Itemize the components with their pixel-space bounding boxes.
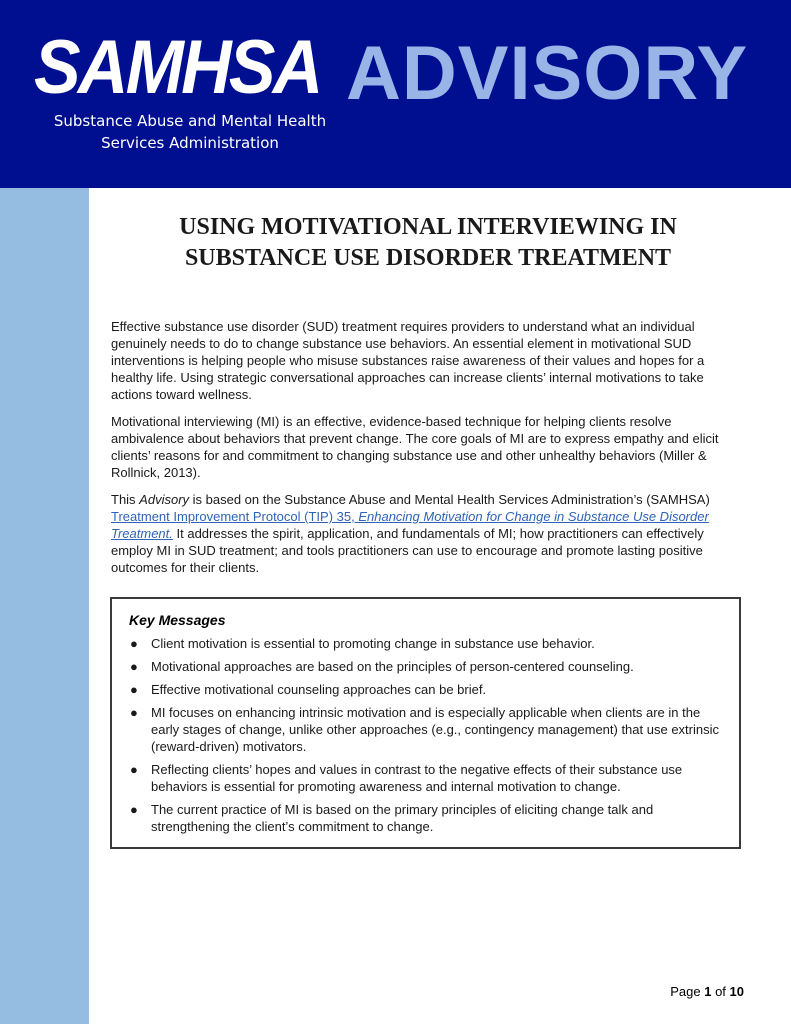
page-label: Page [670,984,705,999]
key-messages-list [129,635,723,835]
page-of: of [711,984,730,999]
header-banner [0,0,791,188]
bullet-icon: ● [130,762,138,777]
paragraph-mi: Motivational interviewing (MI) is an effective, evidence-based technique for helping clients resolve ambivalence about behaviors that prevent change. The core goals of MI are to express empathy and elicit clients’ reasons for and commitment to changing substance use and other unhealthy behaviors (Miller & Rollnick, 2013). [111,414,719,480]
bullet-icon: ● [130,682,138,697]
key-message-item [129,658,723,675]
key-message-text: Motivational approaches are based on the principles of person-centered counseling. [151,659,634,674]
left-sidebar-band [0,188,89,1024]
key-message-text: Reflecting clients’ hopes and values in contrast to the negative effects of their substance use behaviors is essential for promoting awareness and internal motivation to change. [151,762,683,794]
document-title [118,212,738,274]
body-text [111,318,747,586]
p3-advisory-italic: Advisory [139,492,190,507]
p3-post: It addresses the spirit, application, and fundamentals of MI; how practitioners can effectively employ MI in SUD treatment; and tools practitioners can use to encourage and promote lasting positive outcomes for their clients. [111,526,704,575]
key-message-text: Client motivation is essential to promoting change in substance use behavior. [151,636,595,651]
tip-link-italic: Enhancing Motivation for Change in Substance Use Disorder Treatment. [111,509,709,541]
key-message-item [129,635,723,652]
bullet-icon: ● [130,705,138,720]
org-name-line2: Services Administration [101,134,279,152]
key-messages-heading: Key Messages [129,612,226,628]
title-line2: SUBSTANCE USE DISORDER TREATMENT [184,245,672,271]
key-message-item [129,704,723,755]
key-message-item [129,801,723,835]
key-messages-box [110,597,741,849]
p3-mid: is based on the Substance Abuse and Mental Health Services Administration’s (SAMHSA) [189,492,710,507]
paragraph-intro: Effective substance use disorder (SUD) treatment requires providers to understand what an individual genuinely needs to do to change substance use behaviors. An essential element in motivational SUD interventions is helping people who misuse substances raise awareness of their values and hopes for a healthy life. Using strategic conversational approaches can increase clients’ internal motivations to take actions toward wellness. [111,319,705,402]
key-message-item [129,681,723,698]
advisory-wordmark: ADVISORY [346,31,749,116]
page-total: 10 [729,984,744,999]
tip-link-plain: Treatment Improvement Protocol (TIP) 35, [111,509,359,524]
samhsa-logo: SAMHSA [34,25,321,110]
bullet-icon: ● [130,802,138,817]
key-message-item [129,761,723,795]
key-message-text: MI focuses on enhancing intrinsic motivation and is especially applicable when clients are in the early stages of change, unlike other approaches (e.g., contingency management) that use extrinsic (reward-driven) motivators. [151,705,719,754]
organization-name [40,110,340,154]
key-message-text: The current practice of MI is based on the primary principles of eliciting change talk and strengthening the client’s commitment to change. [151,802,654,834]
bullet-icon: ● [130,659,138,674]
bullet-icon: ● [130,636,138,651]
paragraph-advisory-basis [111,491,747,576]
title-line1: USING MOTIVATIONAL INTERVIEWING IN [179,214,677,240]
p3-pre: This [111,492,140,507]
page-number [580,984,744,999]
org-name-line1: Substance Abuse and Mental Health [53,112,327,130]
key-message-text: Effective motivational counseling approaches can be brief. [151,682,487,697]
page-current: 1 [704,984,712,999]
